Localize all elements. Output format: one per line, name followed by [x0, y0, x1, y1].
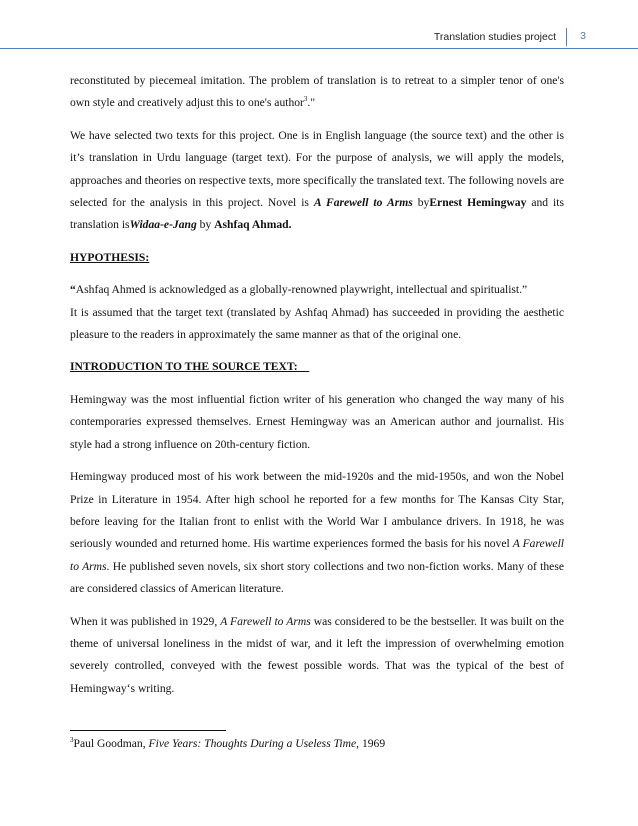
hypothesis-heading: HYPOTHESIS: — [70, 250, 150, 264]
page-header — [0, 28, 638, 48]
paragraph-continuation: reconstituted by piecemeal imitation. The problem of translation is to retreat to a simpler tenor of one's own style and creatively adjust this to one's author$^3$." — [70, 74, 564, 110]
header-separator — [566, 28, 567, 46]
page-number: 3 — [580, 30, 586, 42]
novel-title: A Farewell to Arms — [313, 196, 413, 210]
hypothesis-statement: It is assumed that the target text (translated by Ashfaq Ahmad) has succeeded in providing the aesthetic pleasure to the readers in approximately the same manner as that of the original one. — [70, 305, 564, 342]
header-rule — [0, 48, 638, 49]
footnote-separator — [70, 730, 226, 731]
footnote-ref: 3 — [303, 95, 308, 104]
page-body — [70, 70, 564, 710]
author-name: Ernest Hemingway — [429, 196, 527, 210]
intro-heading: INTRODUCTION TO THE SOURCE TEXT: — [70, 360, 310, 374]
header-title: Translation studies project — [433, 31, 556, 43]
translator-name: Ashfaq Ahmad. — [214, 218, 292, 232]
intro-paragraph-1: Hemingway was the most influential fiction writer of his generation who changed the way many of his contemporaries expressed themselves. Ernest Hemingway was an American author and journalist. His style had a strong influence on 20th-century fiction. — [70, 392, 564, 451]
intro-paragraph-2: Hemingway produced most of his work between the mid-1920s and the mid-1950s, and won the Nobel Prize in Literature in 1954. After high school he reported for a few months for The Kansas City Star, before leaving for the Italian front to enlist with the World War I ambulance drivers. In 1918, he was seriously wounded and returned home. His wartime experiences formed the basis for his novel A Farewell to Arms. He published seven novels, six short story collections and two non-fiction works. Many of these are considered classics of American literature. — [70, 470, 565, 596]
translation-title: Widaa-e-Jang — [129, 218, 197, 232]
footnote: $^3$Paul Goodman, Five Years: Thoughts During a Useless Time, 1969 — [70, 736, 386, 750]
hypothesis-paragraph: “Ashfaq Ahmed is acknowledged as a globally-renowned playwright, intellectual and spiritualist.” — [70, 283, 528, 297]
paragraph-texts-selected: We have selected two texts for this project. One is in English language (the source text) and the other is it’s translation in Urdu language (target text). For the purpose of analysis, we will apply the models, approaches and theories on respective texts, more specifically the translated text. The following novels are selected for the analysis in this project. Novel is A Farewell to Arms byErnest Hemingway and its translation isWidaa-e-Jang by Ashfaq Ahmad. — [70, 128, 564, 232]
intro-paragraph-3: When it was published in 1929, A Farewell to Arms was considered to be the bestseller. It was built on the theme of universal loneliness in the midst of war, and it left the impression of overwhelming emotion severely controlled, conveyed with the fewest possible words. That was the typical of the best of Hemingway‘s writing. — [70, 614, 564, 695]
